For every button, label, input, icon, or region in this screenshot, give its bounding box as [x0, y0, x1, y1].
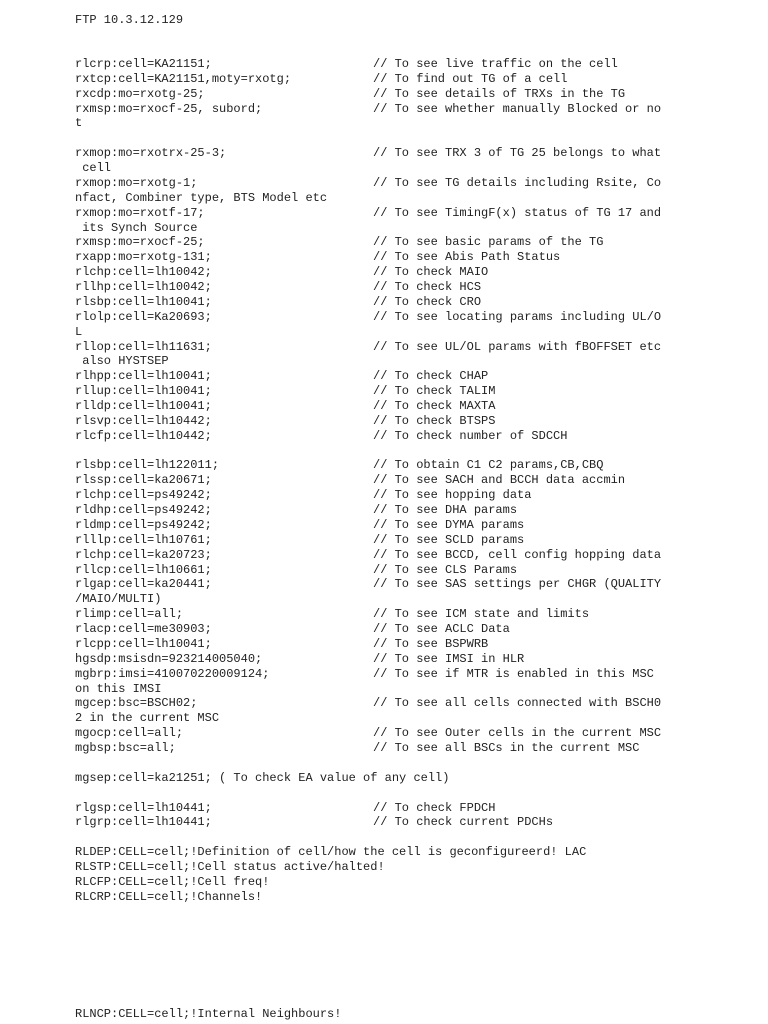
command-text: rxapp:mo=rxotg-131; — [75, 250, 212, 264]
command-comment: // To see ICM state and limits — [373, 607, 590, 621]
command-comment: // To check HCS — [373, 280, 482, 294]
text-line: cell — [75, 161, 112, 175]
command-comment: // To see TRX 3 of TG 25 belongs to what — [373, 146, 662, 160]
command-comment: // To see locating params including UL/O — [373, 310, 662, 324]
command-comment: // To see DHA params — [373, 503, 518, 517]
command-comment: // To check number of SDCCH — [373, 429, 568, 443]
text-line: its Synch Source — [75, 221, 198, 235]
text-line: nfact, Combiner type, BTS Model etc — [75, 191, 328, 205]
command-text: rldmp:cell=ps49242; — [75, 518, 212, 532]
text-line: /MAIO/MULTI) — [75, 592, 162, 606]
command-comment: // To see Abis Path Status — [373, 250, 561, 264]
text-line: L — [75, 325, 83, 339]
command-comment: // To see DYMA params — [373, 518, 525, 532]
command-text: rldhp:cell=ps49242; — [75, 503, 212, 517]
command-text: rllop:cell=lh11631; — [75, 340, 212, 354]
command-comment: // To see BCCD, cell config hopping data — [373, 548, 662, 562]
command-comment: // To see whether manually Blocked or no — [373, 102, 662, 116]
command-text: rxmsp:mo=rxocf-25, subord; — [75, 102, 263, 116]
command-comment: // To see live traffic on the cell — [373, 57, 618, 71]
command-text: rxmop:mo=rxotf-17; — [75, 206, 205, 220]
command-text: mgbrp:imsi=410070220009124; — [75, 667, 270, 681]
command-comment: // To check FPDCH — [373, 801, 496, 815]
text-line: RLCRP:CELL=cell;!Channels! — [75, 890, 263, 904]
command-comment: // To see TG details including Rsite, Co — [373, 176, 662, 190]
command-text: mgocp:cell=all; — [75, 726, 184, 740]
text-line: t — [75, 116, 83, 130]
command-comment: // To find out TG of a cell — [373, 72, 568, 86]
command-text: rlimp:cell=all; — [75, 607, 184, 621]
command-text: rlgrp:cell=lh10441; — [75, 815, 212, 829]
command-comment: // To check CRO — [373, 295, 482, 309]
command-comment: // To see SAS settings per CHGR (QUALITY — [373, 577, 662, 591]
command-text: rlolp:cell=Ka20693; — [75, 310, 212, 324]
command-comment: // To see Outer cells in the current MSC — [373, 726, 662, 740]
text-line: 2 in the current MSC — [75, 711, 220, 725]
command-text: rllup:cell=lh10041; — [75, 384, 212, 398]
command-comment: // To see IMSI in HLR — [373, 652, 525, 666]
command-comment: // To see ACLC Data — [373, 622, 510, 636]
command-comment: // To check MAXTA — [373, 399, 496, 413]
command-text: rxcdp:mo=rxotg-25; — [75, 87, 205, 101]
command-comment: // To see CLS Params — [373, 563, 518, 577]
text-line: RLDEP:CELL=cell;!Definition of cell/how the cell is geconfigureerd! LAC — [75, 845, 587, 859]
command-comment: // To obtain C1 C2 params,CB,CBQ — [373, 458, 604, 472]
command-comment: // To check TALIM — [373, 384, 496, 398]
command-text: rxtcp:cell=KA21151,moty=rxotg; — [75, 72, 292, 86]
command-text: mgcep:bsc=BSCH02; — [75, 696, 198, 710]
text-line: RLSTP:CELL=cell;!Cell status active/halted! — [75, 860, 385, 874]
command-text: rxmsp:mo=rxocf-25; — [75, 235, 205, 249]
text-line: RLCFP:CELL=cell;!Cell freq! — [75, 875, 270, 889]
command-comment: // To check CHAP — [373, 369, 489, 383]
text-line: on this IMSI — [75, 682, 162, 696]
command-comment: // To see SACH and BCCH data accmin — [373, 473, 626, 487]
command-text: rxmop:mo=rxotrx-25-3; — [75, 146, 227, 160]
command-text: rlacp:cell=me30903; — [75, 622, 212, 636]
footer-line: RLNCP:CELL=cell;!Internal Neighbours! — [75, 1007, 342, 1021]
command-text: rlllp:cell=lh10761; — [75, 533, 212, 547]
command-comment: // To see hopping data — [373, 488, 532, 502]
command-comment: // To see if MTR is enabled in this MSC — [373, 667, 654, 681]
command-text: rlsbp:cell=lh10041; — [75, 295, 212, 309]
command-text: rlcfp:cell=lh10442; — [75, 429, 212, 443]
command-text: rlldp:cell=lh10041; — [75, 399, 212, 413]
command-text: rlgsp:cell=lh10441; — [75, 801, 212, 815]
command-text: rlchp:cell=lh10042; — [75, 265, 212, 279]
header-line: FTP 10.3.12.129 — [75, 13, 184, 27]
command-text: rlssp:cell=ka20671; — [75, 473, 212, 487]
command-comment: // To see BSPWRB — [373, 637, 489, 651]
command-text: rlhpp:cell=lh10041; — [75, 369, 212, 383]
command-text: rllcp:cell=lh10661; — [75, 563, 212, 577]
command-comment: // To see all cells connected with BSCH0 — [373, 696, 662, 710]
command-comment: // To see basic params of the TG — [373, 235, 604, 249]
command-text: rlchp:cell=ka20723; — [75, 548, 212, 562]
command-comment: // To check current PDCHs — [373, 815, 554, 829]
command-comment: // To see all BSCs in the current MSC — [373, 741, 640, 755]
command-text: rlsvp:cell=lh10442; — [75, 414, 212, 428]
command-text: rllhp:cell=lh10042; — [75, 280, 212, 294]
command-comment: // To see TimingF(x) status of TG 17 and — [373, 206, 662, 220]
command-comment: // To check BTSPS — [373, 414, 496, 428]
command-text: rlchp:cell=ps49242; — [75, 488, 212, 502]
command-comment: // To check MAIO — [373, 265, 489, 279]
command-text: rlcpp:cell=lh10041; — [75, 637, 212, 651]
command-text: hgsdp:msisdn=923214005040; — [75, 652, 263, 666]
text-line: mgsep:cell=ka21251; ( To check EA value of any cell) — [75, 771, 450, 785]
command-text: rlcrp:cell=KA21151; — [75, 57, 212, 71]
command-text: mgbsp:bsc=all; — [75, 741, 176, 755]
command-comment: // To see details of TRXs in the TG — [373, 87, 626, 101]
text-line: also HYSTSEP — [75, 354, 169, 368]
command-comment: // To see SCLD params — [373, 533, 525, 547]
command-text: rxmop:mo=rxotg-1; — [75, 176, 198, 190]
command-text: rlgap:cell=ka20441; — [75, 577, 212, 591]
command-text: rlsbp:cell=lh122011; — [75, 458, 220, 472]
command-comment: // To see UL/OL params with fBOFFSET etc — [373, 340, 662, 354]
